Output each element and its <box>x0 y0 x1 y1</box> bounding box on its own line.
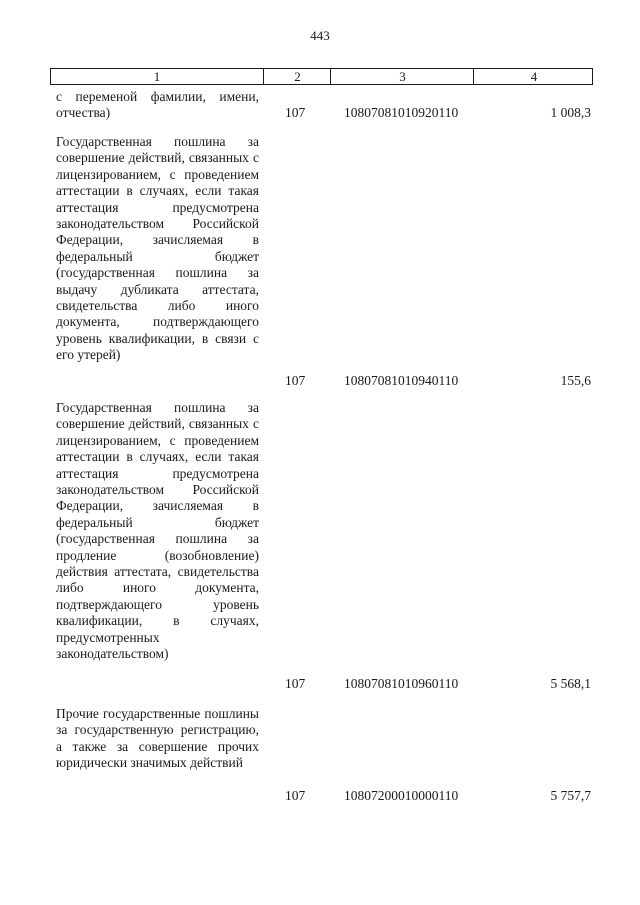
column-header-3: 3 <box>330 69 474 84</box>
row-kbk: 10807200010000110 <box>344 788 459 803</box>
row-code: 107 <box>285 788 306 803</box>
row-kbk: 10807081010940110 <box>344 373 459 388</box>
column-header-1: 1 <box>153 69 161 84</box>
column-header-2: 2 <box>263 69 331 84</box>
row-name: Государственная пошлина за совершение действий, связанных с лицензированием, с проведением аттестации в случаях, если такая аттестация предусмотрена законодательством Российской Федерации, зачисляемая в федеральный бюджет (государственная пошлина за выдачу дубликата аттестата, свидетельства либо иного документа, подтверждающего уровень квалификации, в связи с его утерей) <box>56 134 259 363</box>
row-code: 107 <box>285 105 306 120</box>
row-kbk: 10807081010920110 <box>344 105 459 120</box>
row-name: Государственная пошлина за совершение действий, связанных с лицензированием, с проведением аттестации в случаях, если такая аттестация предусмотрена законодательством Российской Федерации, зачисляемая в федеральный бюджет (государственная пошлина за продление (возобновление) действия аттестата, свидетельства либо иного документа, подтверждающего уровень квалификации, в случаях, предусмотренных законодательством) <box>56 400 259 662</box>
row-kbk: 10807081010960110 <box>344 676 459 691</box>
row-amount: 155,6 <box>560 373 591 388</box>
row-amount: 5 757,7 <box>550 788 591 803</box>
table-header-row <box>50 68 593 85</box>
row-code: 107 <box>285 373 306 388</box>
row-code: 107 <box>285 676 306 691</box>
row-name: Прочие государственные пошлины за государственную регистрацию, а также за совершение прочих юридически значимых действий <box>56 706 259 771</box>
column-header-4: 4 <box>473 69 594 84</box>
page-number: 443 <box>310 28 330 43</box>
row-name: с переменой фамилии, имени, отчества) <box>56 89 259 121</box>
row-amount: 1 008,3 <box>550 105 591 120</box>
row-amount: 5 568,1 <box>550 676 591 691</box>
